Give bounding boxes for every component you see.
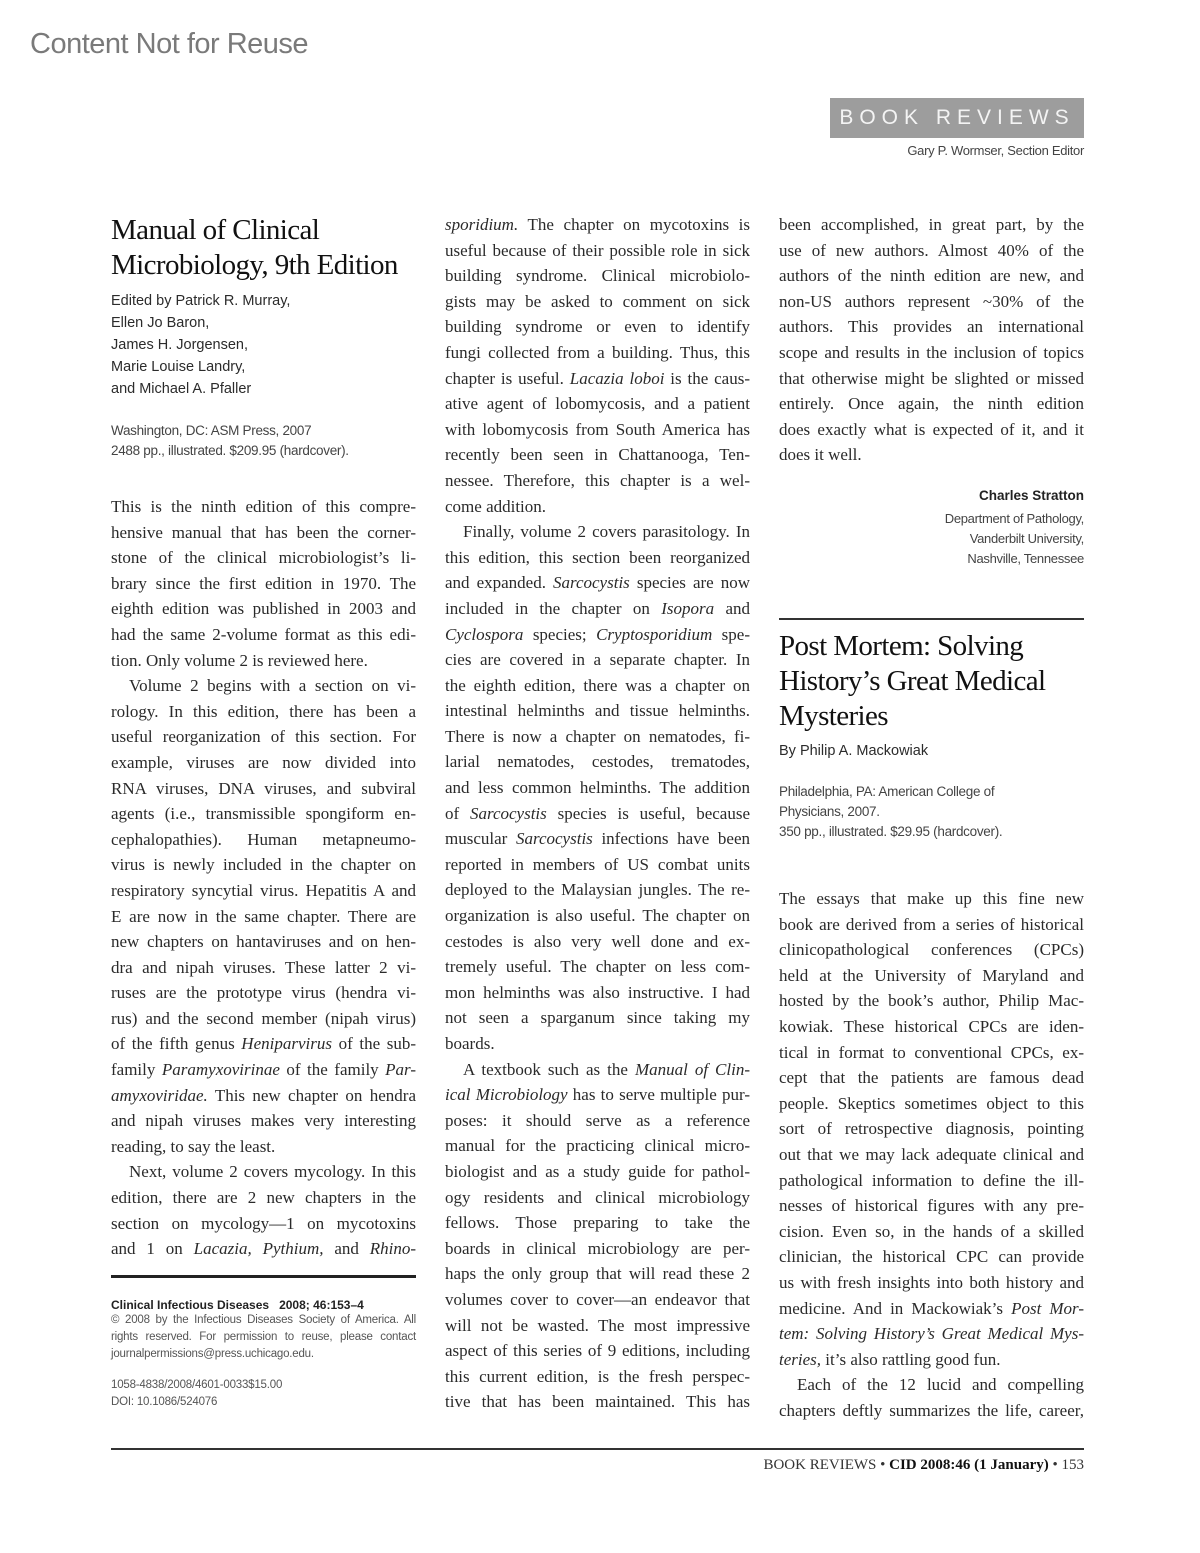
- affiliation-line: Nashville, Tennessee: [967, 551, 1084, 566]
- text-line: come addition.: [445, 496, 547, 516]
- text-line: tical in format to conventional CPCs, ex-: [779, 1042, 1084, 1062]
- section-banner: BOOK REVIEWS: [830, 98, 1084, 138]
- reviewer-name: Charles Stratton: [978, 488, 1084, 503]
- text-line: respiratory syncytial virus. Hepatitis A and: [111, 880, 416, 900]
- text-line: reported in members of US combat units: [445, 854, 750, 874]
- text-line: fungi collected from a building. Thus, this: [445, 342, 750, 362]
- page-number: 153: [1061, 1457, 1084, 1473]
- text-line: chapters deftly summarizes the life, career,: [779, 1400, 1084, 1420]
- editor-line: Ellen Jo Baron,: [111, 315, 210, 331]
- text-line: with lobomycosis from South America has: [445, 419, 750, 439]
- text-line: cept that the patients are famous dead: [779, 1068, 1084, 1088]
- review1-pubinfo: [111, 421, 416, 461]
- watermark-text: Content Not for Reuse: [30, 28, 309, 60]
- review1-title: [111, 213, 416, 283]
- journal-name: Clinical Infectious Diseases: [111, 1298, 270, 1312]
- text-line: been accomplished, in great part, by the: [779, 215, 1084, 234]
- editor-line: Marie Louise Landry,: [111, 359, 246, 375]
- affiliation-line: Department of Pathology,: [944, 511, 1084, 526]
- text-line: cision. Even so, in the hands of a skilled: [779, 1221, 1084, 1241]
- text-line: poses: it should serve as a reference: [445, 1110, 750, 1130]
- section-editor: Gary P. Wormser, Section Editor: [907, 143, 1084, 158]
- footer-date: (1 January): [974, 1457, 1049, 1473]
- review2-body: [779, 886, 1084, 1423]
- text-line: agents (i.e., transmissible spongiform en-: [111, 804, 416, 824]
- text-line: had the same 2-volume format as this edi-: [111, 624, 416, 644]
- reviewer-signature: [779, 488, 1084, 569]
- footer-issue: CID 2008:46: [889, 1457, 971, 1473]
- text-line: authors. This provides an international: [779, 317, 1084, 337]
- divider: [779, 618, 1084, 620]
- text-line: There is now a chapter on nematodes, fi-: [445, 726, 750, 746]
- text-line: A textbook such as the Manual of Clin-: [463, 1059, 750, 1079]
- title-line: Microbiology, 9th Edition: [111, 249, 398, 281]
- text-line: fellows. Those preparing to take the: [445, 1213, 750, 1233]
- text-line: sort of retrospective diagnosis, pointing: [779, 1119, 1084, 1139]
- text-line: dra and nipah viruses. These latter 2 vi-: [111, 957, 416, 977]
- text-line: brary since the first edition in 1970. The: [111, 573, 416, 593]
- text-line: Volume 2 begins with a section on vi-: [129, 676, 416, 696]
- text-line: cies are covered in a separate chapter. In: [445, 650, 750, 670]
- text-line: example, viruses are now divided into: [111, 752, 416, 772]
- text-line: muscular Sarcocystis infections have been: [445, 829, 750, 849]
- text-line: of Sarcocystis species is useful, because: [445, 803, 750, 823]
- text-line: hosted by the book’s author, Philip Mac-: [779, 991, 1084, 1011]
- text-line: organization is also useful. The chapter on: [445, 906, 750, 926]
- review1-body-col2: [445, 212, 750, 1415]
- text-line: E are now in the same chapter. There are: [111, 906, 416, 926]
- text-line: edition, there are 2 new chapters in the: [111, 1188, 416, 1208]
- text-line: intestinal helminths and tissue helminths.: [445, 701, 750, 721]
- text-line: ical Microbiology has to serve multiple pur-: [445, 1085, 750, 1105]
- text-line: entirely. Once again, the ninth edition: [779, 394, 1084, 414]
- text-line: Each of the 12 lucid and compelling: [797, 1375, 1084, 1395]
- text-line: nessee. Therefore, this chapter is a wel-: [445, 470, 750, 490]
- text-line: The essays that make up this fine new: [779, 889, 1084, 908]
- text-line: and 1 on Lacazia, Pythium, and Rhino-: [111, 1239, 417, 1259]
- text-line: This is the ninth edition of this compre-: [111, 497, 416, 516]
- title-line: Mysteries: [779, 700, 888, 732]
- text-line: sporidium. The chapter on mycotoxins is: [445, 215, 750, 234]
- text-line: manual for the practicing clinical micro-: [445, 1136, 750, 1156]
- reviewer-affiliation: [779, 509, 1084, 569]
- review2-pubinfo: [779, 782, 1084, 842]
- review1-editors: [111, 290, 416, 400]
- publisher-line: Philadelphia, PA: American College of: [779, 784, 995, 799]
- text-line: authors of the ninth edition are new, and: [779, 266, 1084, 286]
- text-line: virus is newly included in the chapter on: [111, 855, 416, 875]
- text-line: kowiak. These historical CPCs are iden-: [779, 1016, 1084, 1036]
- journal-info: [111, 1275, 416, 1411]
- text-line: pathological information to define the ill-: [779, 1170, 1084, 1190]
- text-line: aspect of this series of 9 editions, including: [445, 1341, 750, 1361]
- text-line: building syndrome or even to identify: [445, 317, 750, 337]
- title-line: Post Mortem: Solving: [779, 630, 1024, 662]
- text-line: recently been seen in Chattanooga, Ten-: [445, 445, 750, 465]
- text-line: deployed to the Malaysian jungles. The re-: [445, 880, 750, 900]
- book-details: 2488 pp., illustrated. $209.95 (hardcover).: [111, 443, 349, 458]
- text-line: useful because of their possible role in sick: [445, 240, 750, 260]
- text-line: building syndrome. Clinical microbiolo-: [445, 266, 750, 286]
- text-line: family Paramyxovirinae of the family Par-: [111, 1060, 416, 1080]
- text-line: tive that has been maintained. This has: [445, 1392, 750, 1412]
- text-line: the eighth edition, there was a chapter on: [445, 675, 750, 695]
- text-line: clinicopathological conferences (CPCs): [779, 940, 1084, 960]
- affiliation-line: Vanderbilt University,: [969, 531, 1084, 546]
- review2-header: [779, 618, 1084, 842]
- text-line: medicine. And in Mackowiak’s Post Mor-: [779, 1298, 1084, 1318]
- text-line: held at the University of Maryland and: [779, 965, 1084, 985]
- text-line: haps the only group that will read these 2: [445, 1264, 750, 1284]
- text-line: boards in clinical microbiology are per-: [445, 1238, 750, 1258]
- text-line: non-US authors represent ~30% of the: [779, 291, 1084, 311]
- text-line: out that we may lack adequate clinical and: [779, 1144, 1084, 1164]
- review2-title: [779, 629, 1084, 734]
- text-line: teries, it’s also rattling good fun.: [779, 1349, 1001, 1369]
- text-line: of the fifth genus Heniparvirus of the sub-: [111, 1034, 416, 1054]
- text-line: cephalopathies). Human metapneumo-: [111, 829, 416, 849]
- text-line: RNA viruses, DNA viruses, and subviral: [111, 778, 416, 798]
- text-line: does it well.: [779, 445, 862, 465]
- text-line: tem: Solving History’s Great Medical Mys-: [779, 1324, 1084, 1344]
- issn: 1058-4838/2008/4601-0033$15.00: [111, 1379, 283, 1391]
- bullet-separator: •: [1052, 1457, 1058, 1473]
- text-line: hensive manual that has been the corner-: [111, 522, 416, 542]
- editor-line: and Michael A. Pfaller: [111, 381, 252, 397]
- footer-rule: [111, 1448, 1084, 1450]
- review1-body-col1: [111, 494, 416, 1262]
- book-details: 350 pp., illustrated. $29.95 (hardcover).: [779, 824, 1003, 839]
- text-line: larial nematodes, cestodes, trematodes,: [445, 752, 750, 772]
- text-line: nesses of historical figures with any pre-: [779, 1196, 1084, 1216]
- editor-line: James H. Jorgensen,: [111, 337, 249, 353]
- text-line: ogy residents and clinical microbiology: [445, 1187, 750, 1207]
- divider: [111, 1275, 416, 1278]
- text-line: that otherwise might be slighted or missed: [779, 368, 1084, 388]
- text-line: rology. In this edition, there has been a: [111, 701, 416, 721]
- doi: DOI: 10.1086/524076: [111, 1396, 218, 1408]
- citation: 2008; 46:153–4: [279, 1298, 364, 1312]
- text-line: new chapters on hantaviruses and on hen-: [111, 932, 416, 952]
- text-line: use of new authors. Almost 40% of the: [779, 240, 1084, 260]
- publisher-line: Physicians, 2007.: [779, 804, 880, 819]
- text-line: rus) and the second member (nipah virus): [111, 1008, 416, 1028]
- text-line: mon helminths was also instructive. I had: [445, 982, 750, 1002]
- text-line: section on mycology—1 on mycotoxins: [111, 1213, 416, 1233]
- text-line: and less common helminths. The addition: [445, 778, 750, 798]
- text-line: this edition, this section been reorganized: [445, 547, 750, 567]
- text-line: scope and results in the inclusion of topics: [779, 342, 1084, 362]
- text-line: eighth edition was published in 2003 and: [111, 599, 416, 619]
- publisher: Washington, DC: ASM Press, 2007: [111, 423, 312, 438]
- text-line: Finally, volume 2 covers parasitology. In: [463, 522, 750, 542]
- text-line: reading, to say the least.: [111, 1136, 276, 1156]
- text-line: this current edition, is the fresh perspec-: [445, 1366, 750, 1386]
- review1-header: [111, 213, 416, 283]
- text-line: ative agent of lobomycosis, and a patient: [445, 394, 750, 414]
- text-line: and expanded. Sarcocystis species are now: [445, 573, 750, 593]
- text-line: useful reorganization of this section. For: [111, 727, 416, 747]
- page-footer: [763, 1457, 1084, 1474]
- text-line: biologist and as a study guide for pathol-: [445, 1161, 750, 1181]
- text-line: cestodes is also very well done and ex-: [445, 931, 750, 951]
- review1-body-col3: [779, 212, 1084, 468]
- text-line: included in the chapter on Isopora and: [445, 598, 750, 618]
- text-line: Next, volume 2 covers mycology. In this: [129, 1162, 416, 1182]
- text-line: Cyclospora species; Cryptosporidium spe-: [445, 624, 750, 644]
- title-line: Manual of Clinical: [111, 214, 320, 246]
- text-line: boards.: [445, 1034, 495, 1053]
- copyright: © 2008 by the Infectious Diseases Society of America. All rights reserved. For permission to reuse, please contact journalpermissions@press.uchicago.edu.: [111, 1314, 416, 1360]
- text-line: volumes cover to cover—an endeavor that: [445, 1289, 750, 1309]
- title-line: History’s Great Medical: [779, 665, 1046, 697]
- text-line: does exactly what is expected of it, and it: [779, 419, 1084, 439]
- text-line: people. Skeptics sometimes object to this: [779, 1093, 1084, 1113]
- text-line: gists may be asked to comment on sick: [445, 291, 750, 311]
- text-line: us with fresh insights into both history and: [779, 1272, 1084, 1292]
- text-line: tion. Only volume 2 is reviewed here.: [111, 650, 368, 670]
- bullet-separator: •: [880, 1457, 886, 1473]
- text-line: ruses are the prototype virus (hendra vi-: [111, 983, 416, 1003]
- footer-section: BOOK REVIEWS: [763, 1457, 877, 1473]
- text-line: clinician, the historical CPC can provide: [779, 1247, 1084, 1267]
- text-line: book are derived from a series of historical: [779, 914, 1084, 934]
- text-line: stone of the clinical microbiologist’s li-: [111, 548, 416, 568]
- editor-line: Edited by Patrick R. Murray,: [111, 293, 291, 309]
- journal-citation: [111, 1298, 416, 1312]
- text-line: chapter is useful. Lacazia loboi is the caus-: [445, 368, 750, 388]
- review2-author: By Philip A. Mackowiak: [779, 743, 929, 759]
- text-line: not seen a sparganum since taking my: [445, 1008, 750, 1028]
- text-line: amyxoviridae. This new chapter on hendra: [111, 1085, 416, 1105]
- text-line: tremely useful. The chapter on less com-: [445, 957, 750, 977]
- text-line: will not be wasted. The most impressive: [445, 1315, 750, 1335]
- text-line: and nipah viruses makes very interesting: [111, 1111, 416, 1131]
